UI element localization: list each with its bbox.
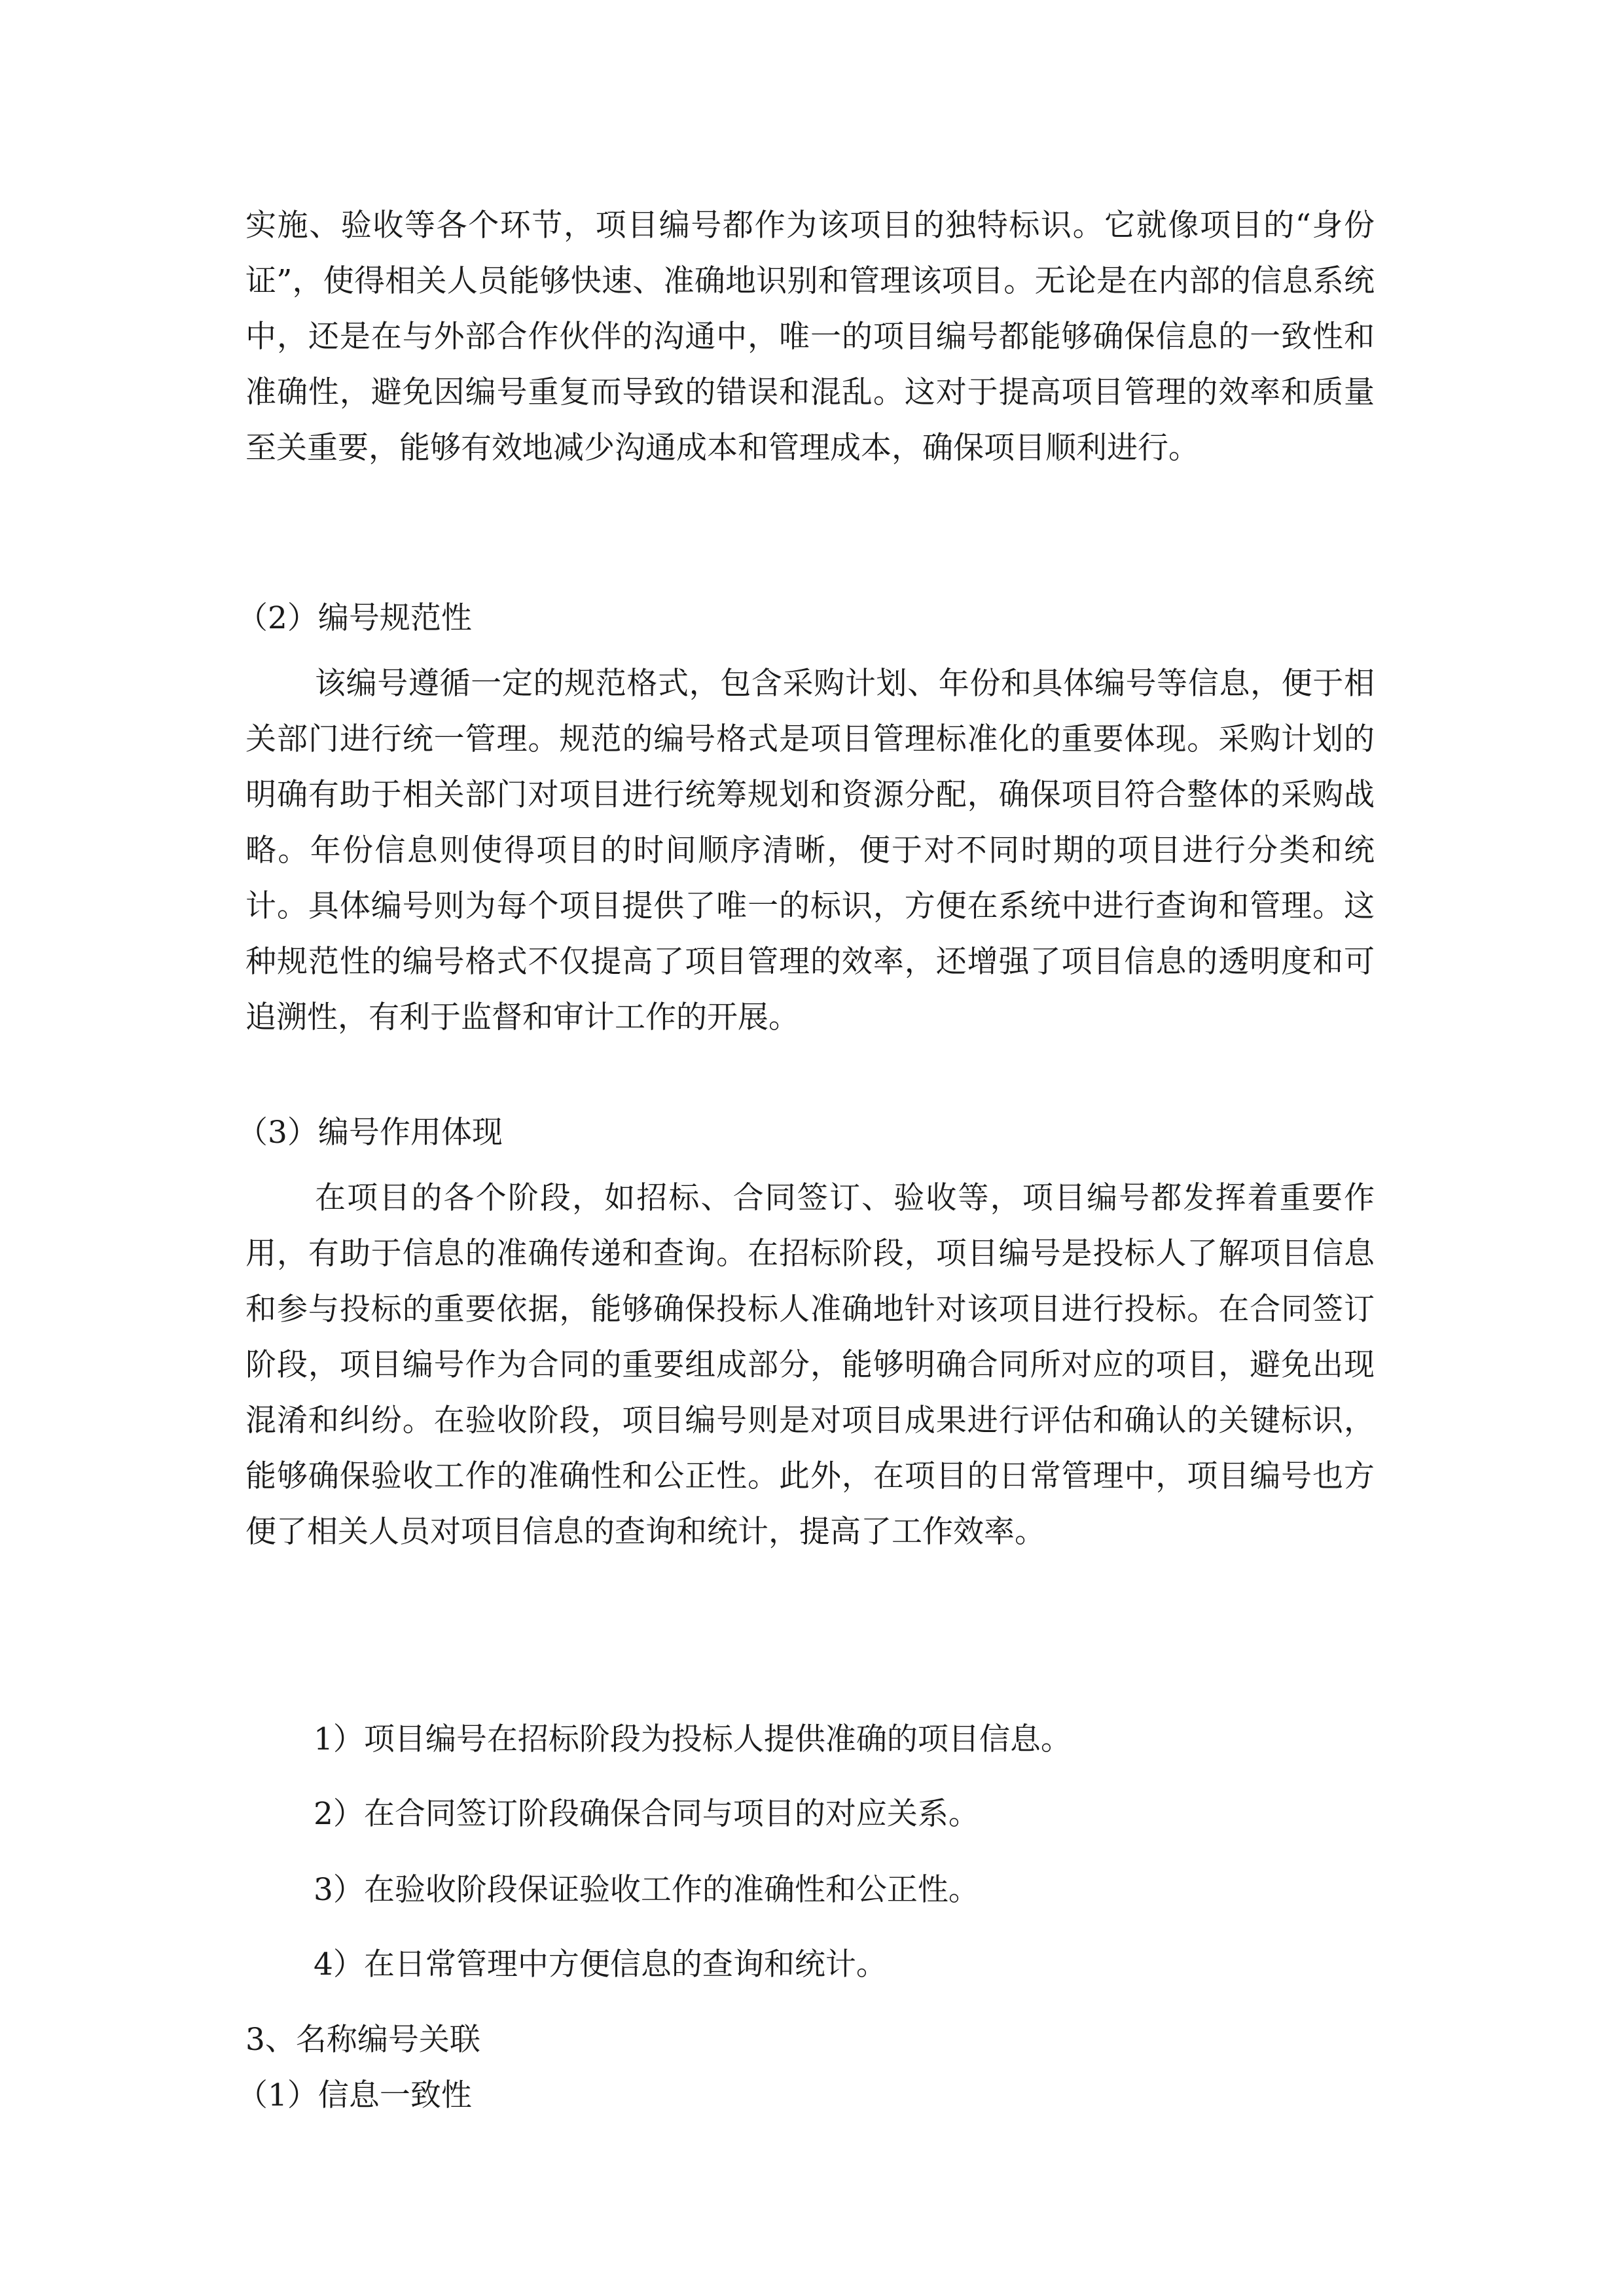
heading-information-consistency: （1）信息一致性 xyxy=(237,2077,472,2113)
list-item: 3）在验收阶段保证验收工作的准确性和公正性。 xyxy=(314,1872,979,1908)
paragraph-project-id-uniqueness: 实施、验收等各个环节，项目编号都作为该项目的独特标识。它就像项目的“身份证”，使得相关人员能够快速、准确地识别和管理该项目。无论是在内部的信息系统中，还是在与外部合作伙伴的沟通中，唯一的项目编号都能够确保信息的一致性和准确性，避免因编号重复而导致的错误和混乱。这对于提高项目管理的效率和质量至关重要，能够有效地减少沟通成本和管理成本，确保项目顺利进行。 xyxy=(245,207,1375,466)
list-item: 4）在日常管理中方便信息的查询和统计。 xyxy=(314,1946,887,1982)
paragraph-numbering-function: 在项目的各个阶段，如招标、合同签订、验收等，项目编号都发挥着重要作用，有助于信息的准确传递和查询。在招标阶段，项目编号是投标人了解项目信息和参与投标的重要依据，能够确保投标人准确地针对该项目进行投标。在合同签订阶段，项目编号作为合同的重要组成部分，能够明确合同所对应的项目，避免出现混淆和纠纷。在验收阶段，项目编号则是对项目成果进行评估和确认的关键标识，能够确保验收工作的准确性和公正性。此外，在项目的日常管理中，项目编号也方便了相关人员对项目信息的查询和统计，提高了工作效率。 xyxy=(245,1180,1375,1550)
heading-numbering-standard: （2）编号规范性 xyxy=(237,600,472,636)
heading-numbering-function: （3）编号作用体现 xyxy=(237,1115,503,1151)
list-item: 1）项目编号在招标阶段为投标人提供准确的项目信息。 xyxy=(314,1721,1072,1757)
section-heading-name-number-link: 3、名称编号关联 xyxy=(245,2022,480,2058)
list-item: 2）在合同签订阶段确保合同与项目的对应关系。 xyxy=(314,1796,979,1832)
paragraph-numbering-standard: 该编号遵循一定的规范格式，包含采购计划、年份和具体编号等信息，便于相关部门进行统一管理。规范的编号格式是项目管理标准化的重要体现。采购计划的明确有助于相关部门对项目进行统筹规划和资源分配，确保项目符合整体的采购战略。年份信息则使得项目的时间顺序清晰，便于对不同时期的项目进行分类和统计。具体编号则为每个项目提供了唯一的标识，方便在系统中进行查询和管理。这种规范性的编号格式不仅提高了项目管理的效率，还增强了项目信息的透明度和可追溯性，有利于监督和审计工作的开展。 xyxy=(245,666,1375,1035)
